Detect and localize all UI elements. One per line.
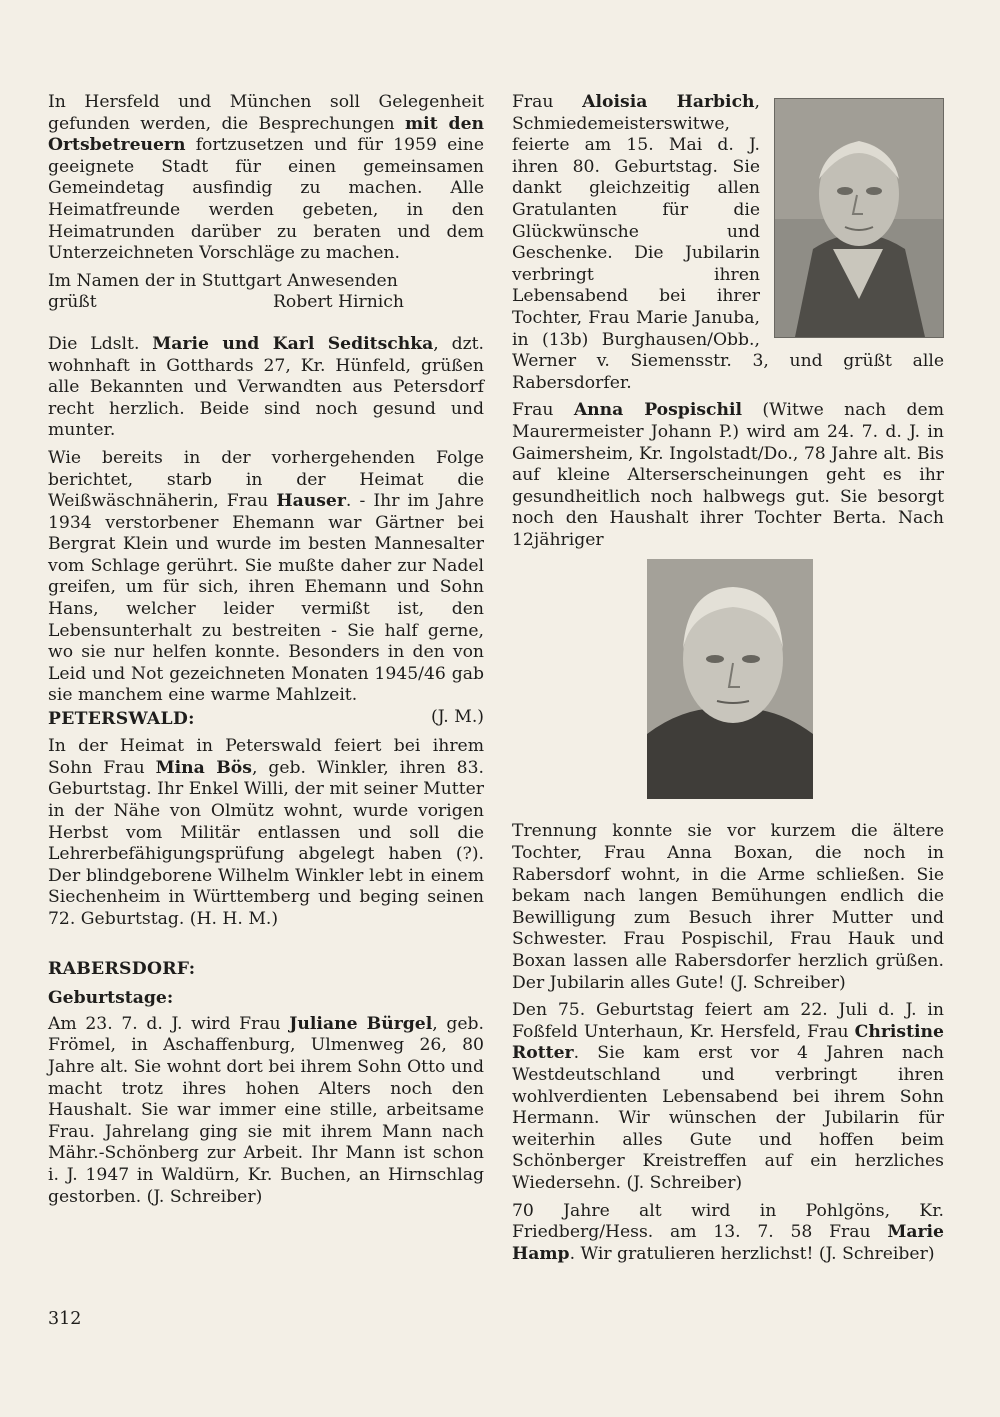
left-column [48, 92, 484, 1214]
paragraph-hamp: 70 Jahre alt wird in Pohlgöns, Kr. Friedberg/Hess. am 13. 7. 58 Frau Marie Hamp. Wir gratulieren herzlichst! (J. Schreiber) [512, 1200, 944, 1264]
paragraph-buergel: Am 23. 7. d. J. wird Frau Juliane Bürgel, geb. Frömel, in Aschaffenburg, Ulmenweg 26, 80 Jahre alt. Sie wohnt dort bei ihrem Sohn Otto und macht trotz ihres hohen Alters noch den Haushalt. Sie war immer eine stille, arbeitsame Frau. Jahrelang ging sie mit ihrem Mann nach Mähr.-Schönberg zur Arbeit. Ihr Mann ist schon i. J. 1947 in Waldürn, Kr. Buchen, an Hirnschlag gestorben. (J. Schreiber) [48, 1013, 484, 1207]
right-column [512, 92, 944, 1271]
subheading-birthdays: Geburtstage: [48, 988, 174, 1009]
initials-jm: (J. M.) [431, 707, 484, 728]
portrait-photo-harbich [774, 98, 944, 338]
paragraph-meeting: In Hersfeld und München soll Gelegenheit gefunden werden, die Besprechungen mit den Ortsbetreuern fortzusetzen und für 1959 eine geeignete Stadt für einen gemeinsamen Gemeindetag ausfindig zu machen. Alle Heimatfreunde werden gebeten, in den Heimatrunden darüber zu beraten und dem Unterzeichneten Vorschläge zu machen. [48, 92, 485, 264]
page-number: 312 [48, 1309, 82, 1329]
heading-rabersdorf: RABERSDORF: [48, 958, 196, 979]
portrait-photo-pospischil [647, 559, 813, 799]
paragraph-boes: In der Heimat in Peterswald feiert bei ihrem Sohn Frau Mina Bös, geb. Winkler, ihren 83. Geburtstag. Ihr Enkel Willi, der mit seiner Mutter in der Nähe von Olmütz wohnt, wurde vorigen Herbst vom Militär entlassen und soll die Lehrerbefähigungsprüfung abgelegt haben (?). Der blindgeborene Wilhelm Winkler lebt in einem Siechenheim in Württemberg und beging seinen 72. Geburtstag. (H. H. M.) [48, 736, 484, 929]
signature-name-line: grüßt Robert Hirnich [48, 292, 404, 313]
heading-peterswald: PETERSWALD: [48, 708, 195, 729]
paragraph-rotter: Den 75. Geburtstag feiert am 22. Juli d. J. in Foßfeld Unterhaun, Kr. Hersfeld, Frau Christine Rotter. Sie kam erst vor 4 Jahren nach Westdeutschland und verbringt ihren wohlverdienten Lebensabend bei ihrem Sohn Hermann. Wir wünschen der Jubilarin für weiterhin alles Gute und hoffen beim Schönberger Kreistreffen auf ein herzliches Wiedersehn. (J. Schreiber) [512, 1000, 944, 1193]
paragraph-boxan: Trennung konnte sie vor kurzem die ältere Tochter, Frau Anna Boxan, die noch in Rabersdorf wohnt, in die Arme schließen. Sie bekam nach langen Bemühungen endlich die Bewilligung zum Besuch ihrer Mutter und Schwester. Frau Pospischil, Frau Hauk und Boxan lassen alle Rabersdorfer herzlich grüßen. Der Jubilarin alles Gute! (J. Schreiber) [512, 821, 944, 993]
paragraph-seditschka: Die Ldslt. Marie und Karl Seditschka, dzt. wohnhaft in Gotthards 27, Kr. Hünfeld, grüßen alle Bekannten und Verwandten aus Petersdorf recht herzlich. Beide sind noch gesund und munter. [48, 333, 484, 441]
paragraph-hauser: Wie bereits in der vorhergehenden Folge berichtet, starb in der Heimat die Weißwäschnäherin, Frau Hauser. - Ihr im Jahre 1934 verstorbener Ehemann war Gärtner bei Bergrat Klein und wurde im besten Mannesalter vom Schlage gerührt. Sie mußte daher zur Nadel greifen, um für sich, ihren Ehemann und Sohn Hans, welcher leider vermißt ist, den Lebensunterhalt zu bestreiten - Sie half gerne, wo sie nur helfen konnte. Besonders in den von Leid und Not gezeichneten Monaten 1945/46 gab sie manchem eine warme Mahlzeit. [48, 447, 485, 706]
signature-line: Im Namen der in Stuttgart Anwesenden [48, 270, 398, 291]
paragraph-pospischil: Frau Anna Pospischil (Witwe nach dem Maurermeister Johann P.) wird am 24. 7. d. J. in Gaimersheim, Kr. Ingolstadt/Do., 78 Jahre alt. Bis auf kleine Alterserscheinungen geht es ihr gesundheitlich noch halbwegs gut. Sie besorgt noch den Haushalt ihrer Tochter Berta. Nach 12jähriger [512, 400, 945, 550]
paragraph-harbich: Frau Aloisia Harbich, Schmiedemeisterswitwe, feierte am 15. Mai d. J. ihren 80. Geburtstag. Sie dankt gleichzeitig allen Gratulanten für die Glückwünsche und Geschenke. Die Jubilarin verbringt ihren Lebensabend bei ihrer Tochter, Frau Marie Januba, in (13b) Burghausen/Obb., Werner v. Siemensstr. 3, und grüßt alle Rabersdorfer. [512, 92, 944, 393]
